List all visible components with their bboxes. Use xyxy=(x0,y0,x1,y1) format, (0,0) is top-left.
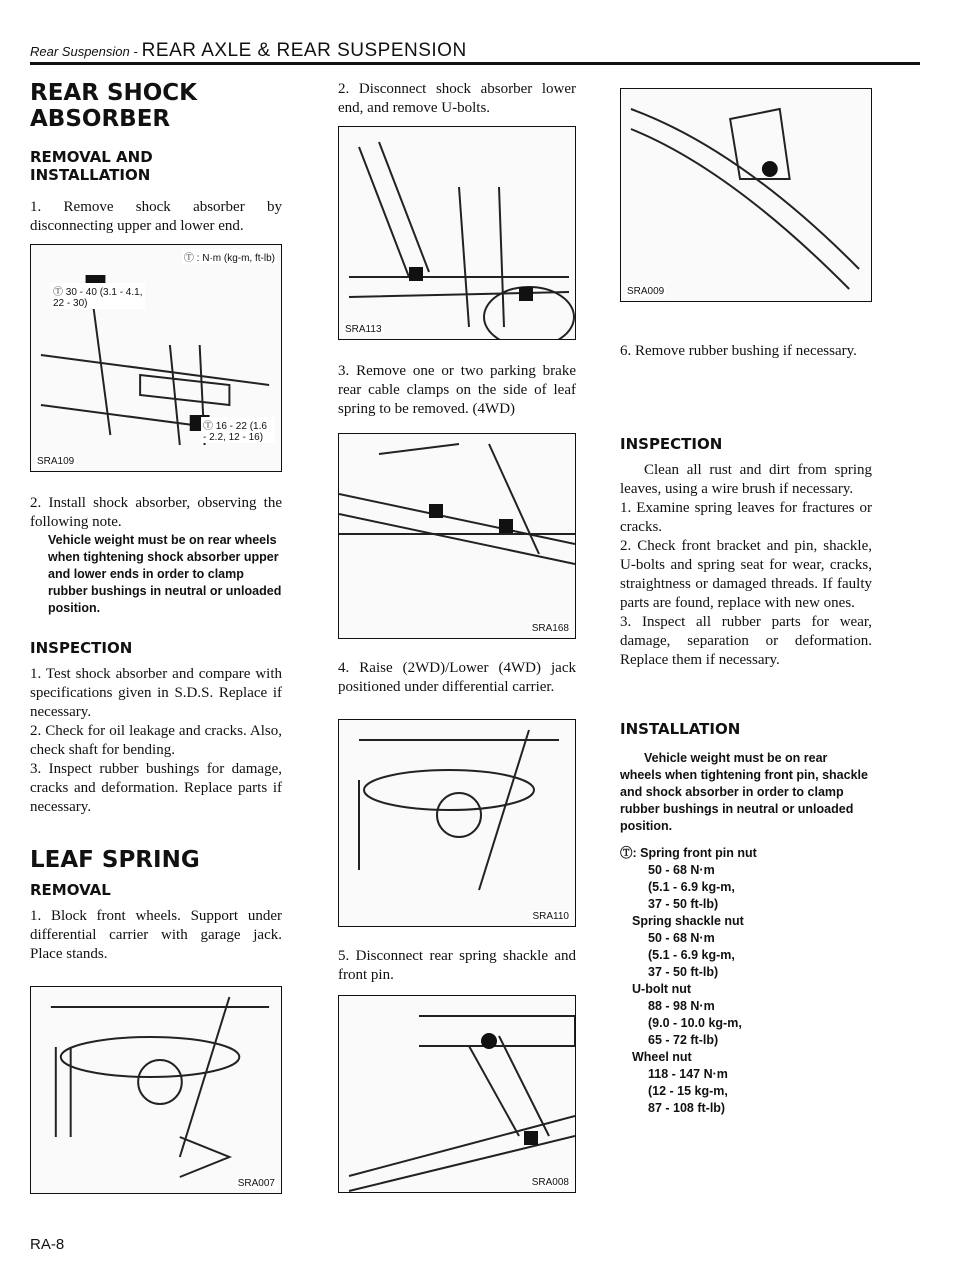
spec-name: Wheel nut xyxy=(632,1050,692,1064)
step-text: 1. Block front wheels. Support under differential carrier with garage jack. Place stands. xyxy=(30,908,282,962)
header-title: REAR AXLE & REAR SUSPENSION xyxy=(141,40,467,61)
note: Vehicle weight must be on rear wheels when tightening front pin, shackle and shock absorber in order to clamp rubber bushings in neutral or unloaded position. xyxy=(620,751,868,833)
cable-clamp-illustration xyxy=(339,434,575,638)
u-bolt-illustration xyxy=(339,127,575,339)
step-text: 1. Test shock absorber and compare with specifications given in S.D.S. Replace if necessary. xyxy=(30,666,282,720)
torque-spec-spring-shackle xyxy=(620,913,872,981)
spec-nm: 50 - 68 N·m xyxy=(648,863,715,877)
section-title: REAR SHOCK ABSORBER xyxy=(30,80,198,132)
shackle-illustration xyxy=(339,996,575,1192)
step-text: 3. Remove one or two parking brake rear cable clamps on the side of leaf spring to be removed. (4WD) xyxy=(338,363,576,417)
step-text: 6. Remove rubber bushing if necessary. xyxy=(620,343,857,359)
inspection-title: INSPECTION xyxy=(30,639,133,657)
figure-label: SRA008 xyxy=(531,1177,569,1188)
spec-kgm: (5.1 - 6.9 kg-m, xyxy=(648,880,735,894)
figure-sra168 xyxy=(338,433,576,639)
step-text: 3. Inspect all rubber parts for wear, damage, separation or deformation. Replace them if necessary. xyxy=(620,614,872,668)
note: Vehicle weight must be on rear wheels when tightening shock absorber upper and lower ends in order to clamp rubber bushings in neutral or unloaded position. xyxy=(48,533,282,615)
spec-kgm: (12 - 15 kg-m, xyxy=(648,1084,728,1098)
step-text: 2. Disconnect shock absorber lower end, and remove U-bolts. xyxy=(338,81,576,116)
page-number: RA-8 xyxy=(30,1236,65,1253)
jack-differential-illustration xyxy=(339,720,575,926)
spec-kgm: (5.1 - 6.9 kg-m, xyxy=(648,948,735,962)
section-title: LEAF SPRING xyxy=(30,847,200,873)
torque-spec-u-bolt xyxy=(620,981,872,1049)
jack-illustration xyxy=(31,987,281,1193)
torque-legend: Ⓣ : N·m (kg-m, ft-lb) xyxy=(182,249,277,264)
step-text: 2. Install shock absorber, observing the following note. xyxy=(30,495,282,530)
figure-sra110 xyxy=(338,719,576,927)
step-text: 3. Inspect rubber bushings for damage, cracks and deformation. Replace parts if necessary. xyxy=(30,761,282,815)
figure-sra009 xyxy=(620,88,872,302)
figure-label: SRA009 xyxy=(627,286,665,297)
spec-ftlb: 87 - 108 ft-lb) xyxy=(648,1101,726,1115)
step-text: 1. Remove shock absorber by disconnecting upper and lower end. xyxy=(30,199,282,234)
spec-ftlb: 37 - 50 ft-lb) xyxy=(648,897,719,911)
inspection-title: INSPECTION xyxy=(620,435,723,453)
subsection-title: REMOVAL xyxy=(30,881,111,899)
torque-upper: Ⓣ 30 - 40 (3.1 - 4.1, 22 - 30) xyxy=(51,283,145,309)
subsection-title: REMOVAL AND INSTALLATION xyxy=(30,148,153,184)
torque-spec-wheel-nut xyxy=(620,1049,872,1117)
figure-label: SRA168 xyxy=(531,623,569,634)
column-middle xyxy=(328,80,576,1193)
header-section: Rear Suspension - xyxy=(30,44,138,59)
rubber-bushing-illustration xyxy=(621,89,871,301)
figure-sra007 xyxy=(30,986,282,1194)
figure-sra008 xyxy=(338,995,576,1193)
spec-name: Spring shackle nut xyxy=(632,914,744,928)
spec-kgm: (9.0 - 10.0 kg-m, xyxy=(648,1016,742,1030)
step-text: 5. Disconnect rear spring shackle and front pin. xyxy=(338,948,576,983)
installation-title: INSTALLATION xyxy=(620,720,741,738)
spec-nm: 118 - 147 N·m xyxy=(648,1067,728,1081)
step-text: Clean all rust and dirt from spring leaves, using a wire brush if necessary. xyxy=(620,462,872,497)
torque-lower: Ⓣ 16 - 22 (1.6 - 2.2, 12 - 16) xyxy=(201,417,275,443)
page-header xyxy=(30,40,920,65)
spec-nm: 88 - 98 N·m xyxy=(648,999,715,1013)
step-text: 2. Check for oil leakage and cracks. Also, check shaft for bending. xyxy=(30,723,282,758)
step-text: 4. Raise (2WD)/Lower (4WD) jack positioned under differential carrier. xyxy=(338,660,576,695)
figure-label: SRA113 xyxy=(345,324,382,335)
column-left xyxy=(30,80,282,1194)
spec-ftlb: 65 - 72 ft-lb) xyxy=(648,1033,719,1047)
spec-name: U-bolt nut xyxy=(632,982,692,996)
figure-label: SRA110 xyxy=(532,911,569,922)
spec-nm: 50 - 68 N·m xyxy=(648,931,715,945)
torque-spec-spring-front-pin xyxy=(620,845,872,913)
figure-sra113 xyxy=(338,126,576,340)
figure-label: SRA109 xyxy=(37,456,75,467)
spec-name: Ⓣ: Spring front pin nut xyxy=(620,846,757,860)
figure-sra109 xyxy=(30,244,282,472)
step-text: 2. Check front bracket and pin, shackle, U-bolts and spring seat for wear, cracks, straightness or damaged threads. If faulty parts are found, replace with new ones. xyxy=(620,538,872,611)
figure-label: SRA007 xyxy=(237,1178,275,1189)
torque-spec-list xyxy=(620,845,872,1117)
column-right xyxy=(620,80,872,1117)
step-text: 1. Examine spring leaves for fractures or cracks. xyxy=(620,500,872,535)
spec-ftlb: 37 - 50 ft-lb) xyxy=(648,965,719,979)
